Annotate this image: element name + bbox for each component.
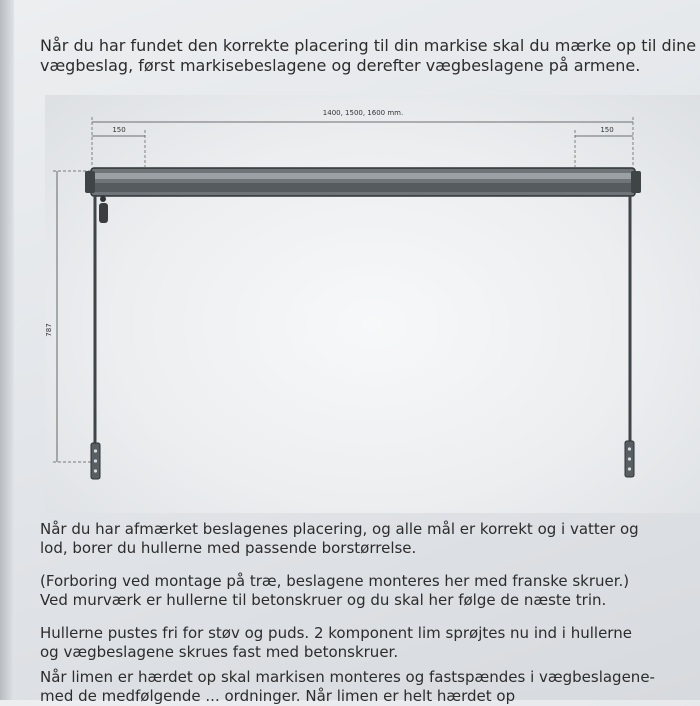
step-3-line-2: og vægbeslagene skrues fast med betonskruer.: [40, 643, 399, 661]
step-1-line-1: Når du har afmærket beslagenes placering, og alle mål er korrekt og i vatter og: [40, 520, 639, 538]
left-offset-dimension: [92, 126, 145, 167]
page-edge-shadow: [0, 0, 14, 700]
width-dimension: [92, 109, 633, 167]
step-2-line-2: Ved murværk er hullerne til betonskruer og du skal her følge de næste trin.: [40, 591, 607, 609]
right-arm: [625, 195, 634, 477]
awning-diagram: [45, 95, 700, 513]
intro-line-1: Når du har fundet den korrekte placering til din markise skal du mærke op til dine: [40, 36, 697, 55]
height-dimension-label: 787: [45, 323, 53, 337]
awning-drawing: [45, 95, 700, 513]
intro-line-2: vægbeslag, først markisebeslagene og derefter vægbeslagene på armene.: [40, 56, 641, 75]
step-4-line-2: med de medfølgende ... ordninger. Når limen er helt hærdet op: [40, 687, 516, 705]
step-3-line-1: Hullerne pustes fri for støv og puds. 2 komponent lim sprøjtes nu ind i hullerne: [40, 624, 632, 642]
height-dimension: [45, 171, 97, 462]
step-paragraph-4: [40, 668, 700, 706]
awning-cassette: [85, 168, 641, 196]
step-2-line-1: (Forboring ved montage på træ, beslagene monteres her med franske skruer.): [40, 572, 630, 590]
width-dimension-label: 1400, 1500, 1600 mm.: [322, 109, 404, 117]
step-1-line-2: lod, borer du hullerne med passende borstørrelse.: [40, 539, 417, 557]
crank-handle: [99, 196, 108, 223]
intro-paragraph: [40, 36, 700, 76]
step-paragraph-2: [40, 572, 700, 610]
step-paragraph-3: [40, 624, 700, 662]
left-arm: [91, 195, 100, 479]
right-offset-label: 150: [600, 126, 614, 134]
right-offset-dimension: [575, 126, 633, 167]
step-4-line-1: Når limen er hærdet op skal markisen monteres og fastspændes i vægbeslagene-: [40, 668, 655, 686]
step-paragraph-1: [40, 520, 700, 558]
left-offset-label: 150: [112, 126, 126, 134]
